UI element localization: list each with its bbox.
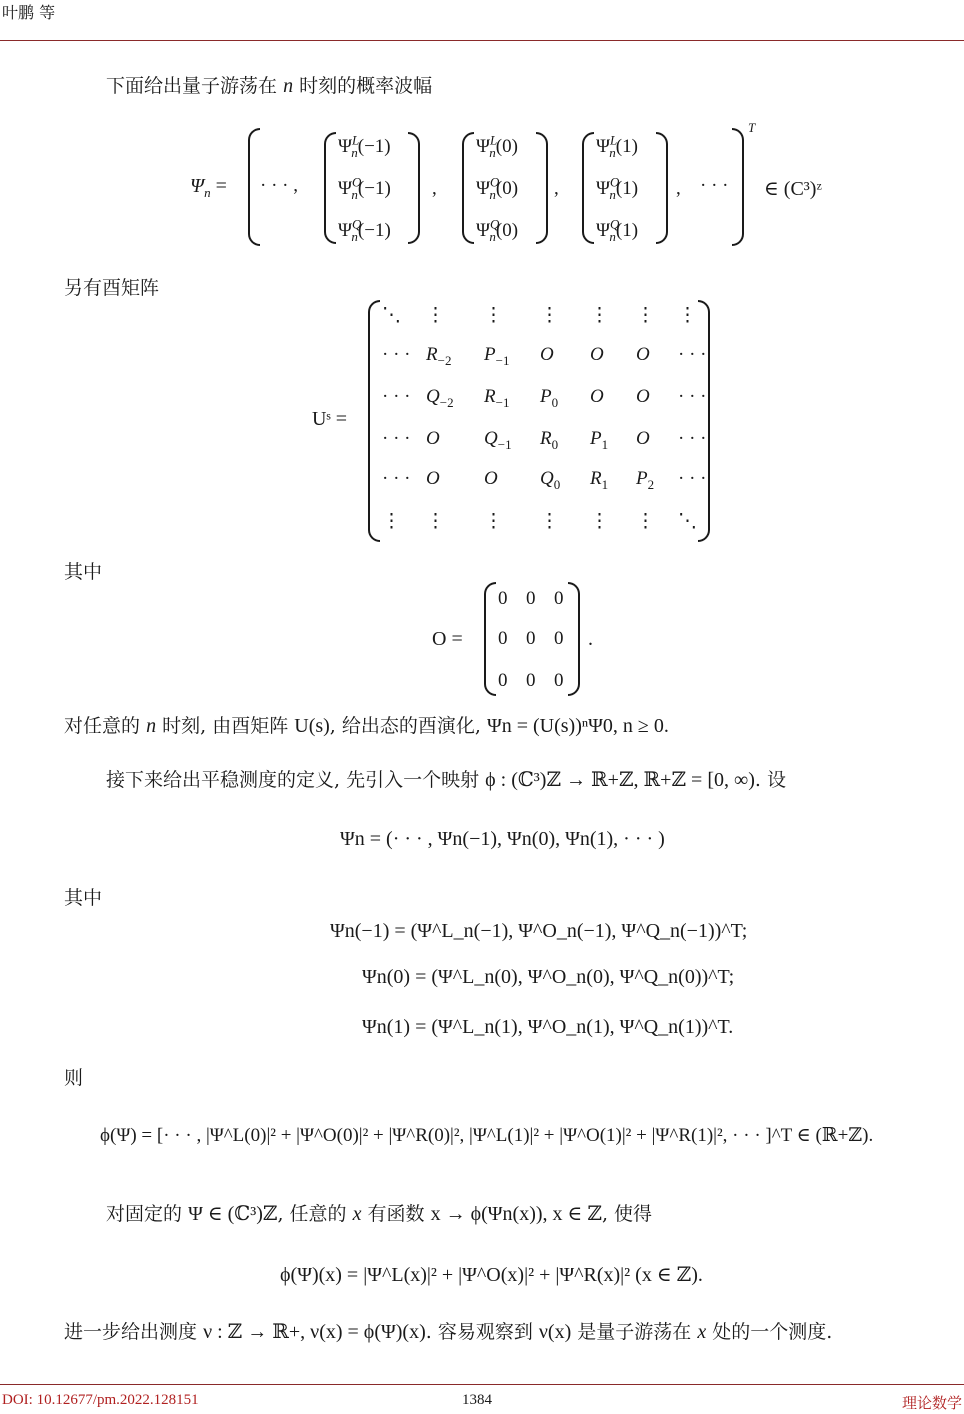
p4-evolution: Ψn = (U(s))ⁿΨ0, n ≥ 0. bbox=[486, 715, 669, 737]
us-cell-r2-c5: O bbox=[636, 386, 650, 407]
us-cell-r0-c3: ⋮ bbox=[540, 305, 559, 326]
p4c: , 给出态的酉演化, bbox=[329, 715, 481, 737]
p8a: 对固定的 bbox=[106, 1203, 183, 1225]
eq1-col-1 bbox=[582, 132, 668, 244]
us-cell-r5-c6: ⋱ bbox=[678, 511, 697, 532]
paragraph-9 bbox=[64, 1320, 832, 1344]
us-cell-r1-c2: $P_{-1}$ bbox=[484, 344, 510, 368]
us-cell-r4-c4: $R_1$ bbox=[590, 468, 609, 492]
eq1-outer-matrix bbox=[248, 128, 744, 246]
p9b: . 容易观察到 bbox=[425, 1321, 533, 1343]
us-cell-r5-c1: ⋮ bbox=[426, 511, 445, 532]
paragraph-3: 其中 bbox=[64, 561, 103, 583]
us-cell-r2-c2: $R_{-1}$ bbox=[484, 386, 510, 410]
psi-Q-minus1: $\Psi^Q_n(-1)$ bbox=[338, 216, 391, 244]
p4-n: n bbox=[146, 715, 157, 737]
eq3-matrix bbox=[484, 582, 580, 696]
header-author: 叶鹏 等 bbox=[2, 3, 56, 22]
psi-Q-0: $\Psi^Q_n(0)$ bbox=[476, 216, 519, 244]
us-cell-r1-c0: · · · bbox=[382, 344, 411, 365]
psi-Q-1: $\Psi^Q_n(1)$ bbox=[596, 216, 639, 244]
p4a: 对任意的 bbox=[64, 715, 141, 737]
o-cell-r2-c0: 0 bbox=[498, 670, 508, 691]
us-cell-r3-c6: · · · bbox=[678, 428, 707, 449]
eq2-paren-right bbox=[698, 300, 710, 542]
eq1-leading-dots: · · · , bbox=[260, 175, 298, 196]
paragraph-6: 其中 bbox=[64, 887, 103, 909]
us-cell-r0-c0: ⋱ bbox=[382, 305, 401, 326]
us-cell-r2-c0: · · · bbox=[382, 386, 411, 407]
us-cell-r4-c6: · · · bbox=[678, 468, 707, 489]
p8d: , 使得 bbox=[601, 1203, 653, 1225]
us-cell-r2-c6: · · · bbox=[678, 386, 707, 407]
p4b: 时刻, 由酉矩阵 bbox=[162, 715, 289, 737]
p8-func: x → ϕ(Ψn(x)), x ∈ ℤ bbox=[430, 1203, 602, 1225]
eq1-rhs: ∈ (C³)ᶻ bbox=[764, 178, 822, 200]
psi-L-0: $\Psi^L_n(0)$ bbox=[476, 132, 518, 160]
us-cell-r0-c2: ⋮ bbox=[484, 305, 503, 326]
o-cell-r1-c2: 0 bbox=[554, 628, 564, 649]
p1-end: 时刻的概率波幅 bbox=[299, 75, 433, 97]
p8-psi: Ψ ∈ (ℂ³)ℤ bbox=[188, 1203, 278, 1225]
eq3-paren-left bbox=[484, 582, 496, 696]
us-cell-r1-c3: O bbox=[540, 344, 554, 365]
o-cell-r2-c2: 0 bbox=[554, 670, 564, 691]
us-cell-r0-c6: ⋮ bbox=[678, 305, 697, 326]
us-cell-r5-c3: ⋮ bbox=[540, 511, 559, 532]
us-cell-r1-c6: · · · bbox=[678, 344, 707, 365]
footer-journal: 理论数学 bbox=[901, 1394, 962, 1412]
psi-L-minus1: $\Psi^L_n(-1)$ bbox=[338, 132, 391, 160]
eq1-comma-1: , bbox=[432, 178, 437, 199]
psi-O-1: $\Psi^O_n(1)$ bbox=[596, 174, 639, 202]
paragraph-4 bbox=[64, 714, 669, 738]
o-cell-r0-c0: 0 bbox=[498, 588, 508, 609]
paragraph-1 bbox=[106, 74, 432, 98]
us-cell-r1-c4: O bbox=[590, 344, 604, 365]
o-cell-r1-c1: 0 bbox=[526, 628, 536, 649]
us-cell-r3-c3: $R_0$ bbox=[540, 428, 559, 452]
eq5-line-3: Ψn(1) = (Ψ^L_n(1), Ψ^O_n(1), Ψ^Q_n(1))^T. bbox=[362, 1016, 734, 1038]
paragraph-8 bbox=[106, 1202, 652, 1226]
p8b: , 任意的 bbox=[277, 1203, 347, 1225]
us-cell-r5-c0: ⋮ bbox=[382, 511, 401, 532]
paragraph-7: 则 bbox=[64, 1067, 84, 1089]
eq1-col-0 bbox=[462, 132, 548, 244]
us-cell-r0-c1: ⋮ bbox=[426, 305, 445, 326]
eq1-comma-2: , bbox=[554, 178, 559, 199]
p5-map: ϕ : (ℂ³)ℤ → ℝ+ℤ, ℝ+ℤ = [0, ∞) bbox=[485, 769, 755, 791]
us-cell-r4-c0: · · · bbox=[382, 468, 411, 489]
us-cell-r3-c1: O bbox=[426, 428, 440, 449]
us-cell-r3-c0: · · · bbox=[382, 428, 411, 449]
p9-measure: ν : ℤ → ℝ+, ν(x) = ϕ(Ψ)(x) bbox=[203, 1321, 426, 1343]
eq1-comma-3: , bbox=[676, 178, 681, 199]
psi-O-minus1: $\Psi^O_n(-1)$ bbox=[338, 174, 391, 202]
us-cell-r3-c4: $P_1$ bbox=[590, 428, 609, 452]
o-cell-r0-c1: 0 bbox=[526, 588, 536, 609]
eq1-trailing-dots: · · · bbox=[700, 175, 729, 196]
psi-L-1: $\Psi^L_n(1)$ bbox=[596, 132, 638, 160]
o-cell-r1-c0: 0 bbox=[498, 628, 508, 649]
us-cell-r3-c2: $Q_{-1}$ bbox=[484, 428, 512, 452]
p8c: 有函数 bbox=[367, 1203, 425, 1225]
footer-page-number: 1384 bbox=[462, 1392, 492, 1408]
eq1-outer-paren-right bbox=[732, 128, 744, 246]
eq2-matrix bbox=[368, 300, 710, 542]
us-cell-r0-c5: ⋮ bbox=[636, 305, 655, 326]
footer-doi[interactable]: DOI: 10.12677/pm.2022.128151 bbox=[2, 1392, 199, 1408]
p5b: . 设 bbox=[754, 769, 787, 791]
eq1-lhs: $\Psi_n$ = bbox=[190, 175, 227, 200]
paragraph-2: 另有酉矩阵 bbox=[64, 277, 160, 299]
us-cell-r4-c3: $Q_0$ bbox=[540, 468, 561, 492]
eq2-lhs: Uˢ = bbox=[312, 408, 347, 430]
p9c: 是量子游荡在 bbox=[577, 1321, 692, 1343]
eq1-col-minus1 bbox=[324, 132, 420, 244]
p1-n: n bbox=[283, 75, 294, 97]
eq3-end: . bbox=[588, 628, 593, 650]
eq4: Ψn = (· · · , Ψn(−1), Ψn(0), Ψn(1), · · · ) bbox=[340, 828, 665, 850]
p9-x: x bbox=[697, 1321, 707, 1343]
o-cell-r0-c2: 0 bbox=[554, 588, 564, 609]
us-cell-r4-c1: O bbox=[426, 468, 440, 489]
eq3-paren-right bbox=[568, 582, 580, 696]
us-cell-r4-c2: O bbox=[484, 468, 498, 489]
p4-Us: U(s) bbox=[294, 715, 330, 737]
p9d: 处的一个测度. bbox=[712, 1321, 833, 1343]
us-cell-r1-c1: $R_{-2}$ bbox=[426, 344, 452, 368]
us-cell-r0-c4: ⋮ bbox=[590, 305, 609, 326]
eq5-line-2: Ψn(0) = (Ψ^L_n(0), Ψ^O_n(0), Ψ^Q_n(0))^T; bbox=[362, 966, 735, 988]
us-cell-r3-c5: O bbox=[636, 428, 650, 449]
o-cell-r2-c1: 0 bbox=[526, 670, 536, 691]
eq6: ϕ(Ψ) = [· · · , |Ψ^L(0)|² + |Ψ^O(0)|² + |Ψ^R(0)|², |Ψ^L(1)|² + |Ψ^O(1)|² + |Ψ^R(1)|², · · · ]^T ∈ (ℝ+ℤ). bbox=[100, 1125, 874, 1146]
psi-O-0: $\Psi^O_n(0)$ bbox=[476, 174, 519, 202]
us-cell-r1-c5: O bbox=[636, 344, 650, 365]
eq2-paren-left bbox=[368, 300, 380, 542]
us-cell-r4-c5: $P_2$ bbox=[636, 468, 655, 492]
us-cell-r2-c3: $P_0$ bbox=[540, 386, 559, 410]
us-cell-r5-c5: ⋮ bbox=[636, 511, 655, 532]
p1-text: 下面给出量子游荡在 bbox=[106, 75, 278, 97]
us-cell-r2-c1: $Q_{-2}$ bbox=[426, 386, 454, 410]
footer-rule bbox=[0, 1384, 964, 1385]
us-cell-r5-c4: ⋮ bbox=[590, 511, 609, 532]
eq1-transpose: T bbox=[748, 120, 756, 135]
eq1-outer-paren-left bbox=[248, 128, 260, 246]
us-cell-r5-c2: ⋮ bbox=[484, 511, 503, 532]
eq7: ϕ(Ψ)(x) = |Ψ^L(x)|² + |Ψ^O(x)|² + |Ψ^R(x)|² (x ∈ ℤ). bbox=[280, 1264, 703, 1286]
eq5-line-1: Ψn(−1) = (Ψ^L_n(−1), Ψ^O_n(−1), Ψ^Q_n(−1))^T; bbox=[330, 920, 748, 942]
us-cell-r2-c4: O bbox=[590, 386, 604, 407]
p8-x: x bbox=[352, 1203, 362, 1225]
eq3-lhs: O = bbox=[432, 628, 463, 650]
p9a: 进一步给出测度 bbox=[64, 1321, 198, 1343]
p5a: 接下来给出平稳测度的定义, 先引入一个映射 bbox=[106, 769, 480, 791]
p9-nu: ν(x) bbox=[538, 1321, 572, 1343]
header-rule bbox=[0, 40, 964, 41]
paragraph-5 bbox=[106, 768, 786, 792]
